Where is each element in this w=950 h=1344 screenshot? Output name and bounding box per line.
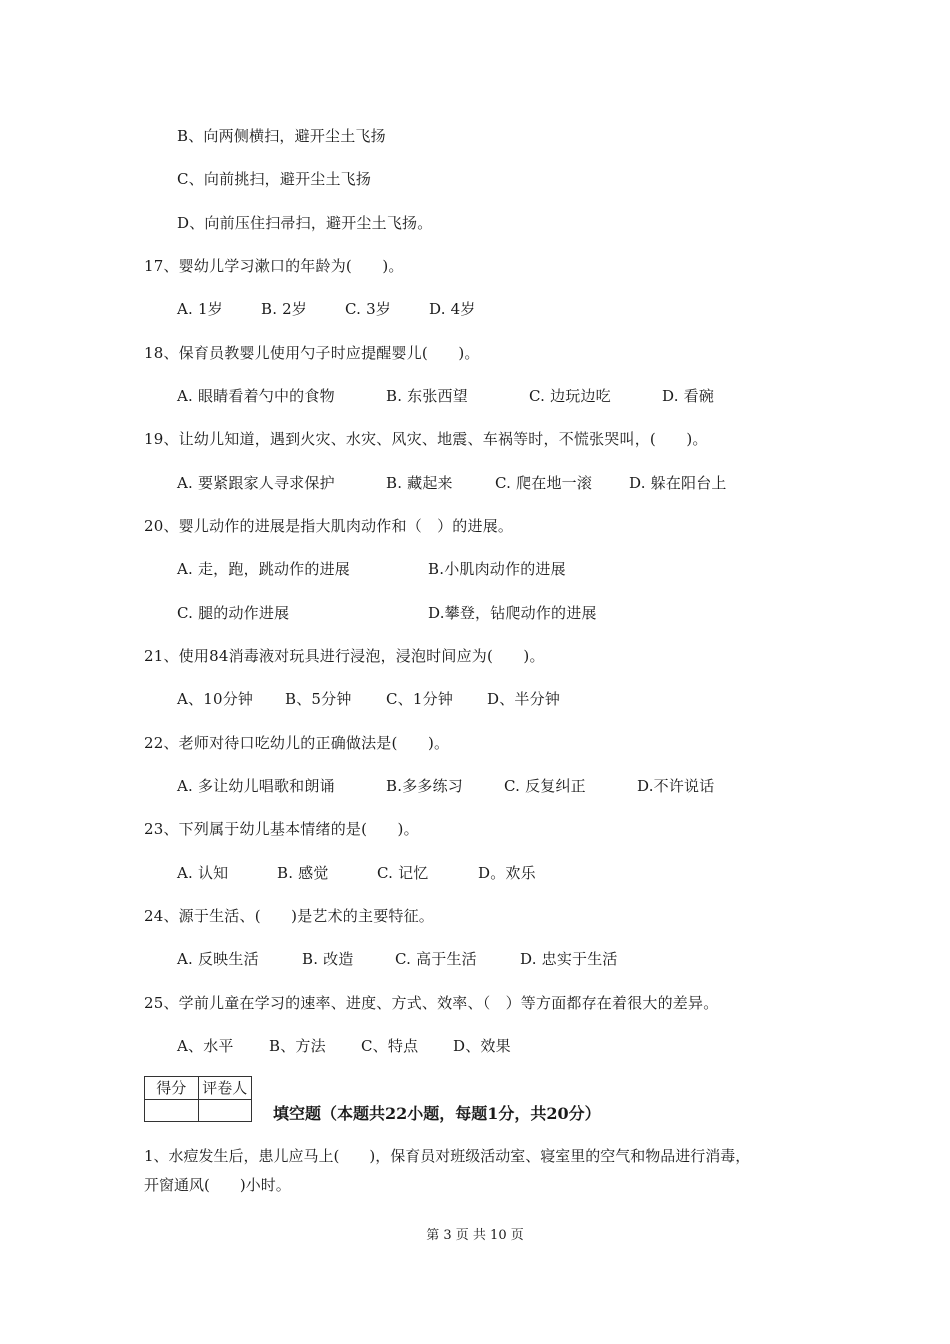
score-cell bbox=[145, 1099, 199, 1122]
options-24 bbox=[177, 946, 877, 972]
page-footer: 第 3 页 共 10 页 bbox=[426, 1228, 524, 1243]
question-17: 17、婴幼儿学习漱口的年龄为( )。 bbox=[144, 257, 404, 275]
option-b: B. 2岁 bbox=[261, 300, 308, 318]
question-24: 24、源于生活、( )是艺术的主要特征。 bbox=[144, 907, 434, 925]
option-line: C、向前挑扫，避开尘土飞扬 bbox=[177, 170, 372, 188]
option-a: A. 眼睛看着勺中的食物 bbox=[177, 387, 335, 405]
option-a: A. 1岁 bbox=[177, 300, 223, 318]
option-d: D、效果 bbox=[453, 1037, 511, 1055]
options-17 bbox=[177, 296, 877, 322]
option-d: D.不许说话 bbox=[637, 777, 715, 795]
options-18 bbox=[177, 383, 877, 409]
question-23: 23、下列属于幼儿基本情绪的是( )。 bbox=[144, 820, 419, 838]
option-c: C、特点 bbox=[361, 1037, 419, 1055]
option-a: A. 认知 bbox=[177, 864, 229, 882]
option-d: D. 忠实于生活 bbox=[520, 950, 618, 968]
option-d: D.攀登，钻爬动作的进展 bbox=[428, 604, 597, 622]
option-a: A. 要紧跟家人寻求保护 bbox=[177, 474, 335, 492]
fill-question-1-line1: 1、水痘发生后，患儿应马上( )，保育员对班级活动室、寝室里的空气和物品进行消毒， bbox=[144, 1147, 751, 1165]
option-d: D。欢乐 bbox=[478, 864, 536, 882]
option-c: C. 腿的动作进展 bbox=[177, 604, 290, 622]
option-b: B. 东张西望 bbox=[386, 387, 468, 405]
option-c: C. 反复纠正 bbox=[504, 777, 586, 795]
option-a: A. 反映生活 bbox=[177, 950, 259, 968]
option-b: B、方法 bbox=[269, 1037, 326, 1055]
question-25: 25、学前儿童在学习的速率、进度、方式、效率、（ ）等方面都存在着很大的差异。 bbox=[144, 994, 719, 1012]
option-a: A. 多让幼儿唱歌和朗诵 bbox=[177, 777, 335, 795]
option-c: C. 边玩边吃 bbox=[529, 387, 611, 405]
option-a: A、水平 bbox=[177, 1037, 234, 1055]
reviewer-label: 评卷人 bbox=[198, 1077, 252, 1100]
options-21 bbox=[177, 686, 877, 712]
option-c: C. 高于生活 bbox=[395, 950, 477, 968]
option-b: B.小肌肉动作的进展 bbox=[428, 560, 566, 578]
option-b: B. 藏起来 bbox=[386, 474, 453, 492]
option-d: D. 躲在阳台上 bbox=[629, 474, 727, 492]
option-b: B. 感觉 bbox=[277, 864, 329, 882]
fill-question-1-line2: 开窗通风( )小时。 bbox=[144, 1176, 291, 1194]
option-a: A. 走，跑，跳动作的进展 bbox=[177, 560, 350, 578]
option-d: D. 看碗 bbox=[662, 387, 715, 405]
question-18: 18、保育员教婴儿使用勺子时应提醒婴儿( )。 bbox=[144, 344, 480, 362]
question-21: 21、使用84消毒液对玩具进行浸泡，浸泡时间应为( )。 bbox=[144, 647, 545, 665]
option-b: B. 改造 bbox=[302, 950, 354, 968]
option-c: C. 记忆 bbox=[377, 864, 429, 882]
option-c: C、1分钟 bbox=[386, 690, 454, 708]
question-19: 19、让幼儿知道，遇到火灾、水灾、风灾、地震、车祸等时，不慌张哭叫，( )。 bbox=[144, 430, 708, 448]
score-label: 得分 bbox=[145, 1077, 199, 1100]
question-20: 20、婴儿动作的进展是指大肌肉动作和（ ）的进展。 bbox=[144, 517, 514, 535]
option-c: C. 3岁 bbox=[345, 300, 392, 318]
section-title: 填空题（本题共22小题，每题1分，共20分） bbox=[273, 1104, 601, 1123]
options-23 bbox=[177, 860, 877, 886]
option-d: D、半分钟 bbox=[487, 690, 561, 708]
option-b: B.多多练习 bbox=[386, 777, 463, 795]
option-c: C. 爬在地一滚 bbox=[495, 474, 593, 492]
options-20-row2 bbox=[177, 600, 877, 626]
option-b: B、5分钟 bbox=[285, 690, 352, 708]
score-table bbox=[144, 1076, 252, 1122]
option-d: D. 4岁 bbox=[429, 300, 476, 318]
options-22 bbox=[177, 773, 877, 799]
option-line: D、向前压住扫帚扫，避开尘土飞扬。 bbox=[177, 214, 433, 232]
options-20-row1 bbox=[177, 556, 877, 582]
options-19 bbox=[177, 470, 877, 496]
reviewer-cell bbox=[198, 1099, 252, 1122]
options-25 bbox=[177, 1033, 877, 1059]
option-a: A、10分钟 bbox=[177, 690, 254, 708]
option-line: B、向两侧横扫，避开尘土飞扬 bbox=[177, 127, 386, 145]
question-22: 22、老师对待口吃幼儿的正确做法是( )。 bbox=[144, 734, 450, 752]
